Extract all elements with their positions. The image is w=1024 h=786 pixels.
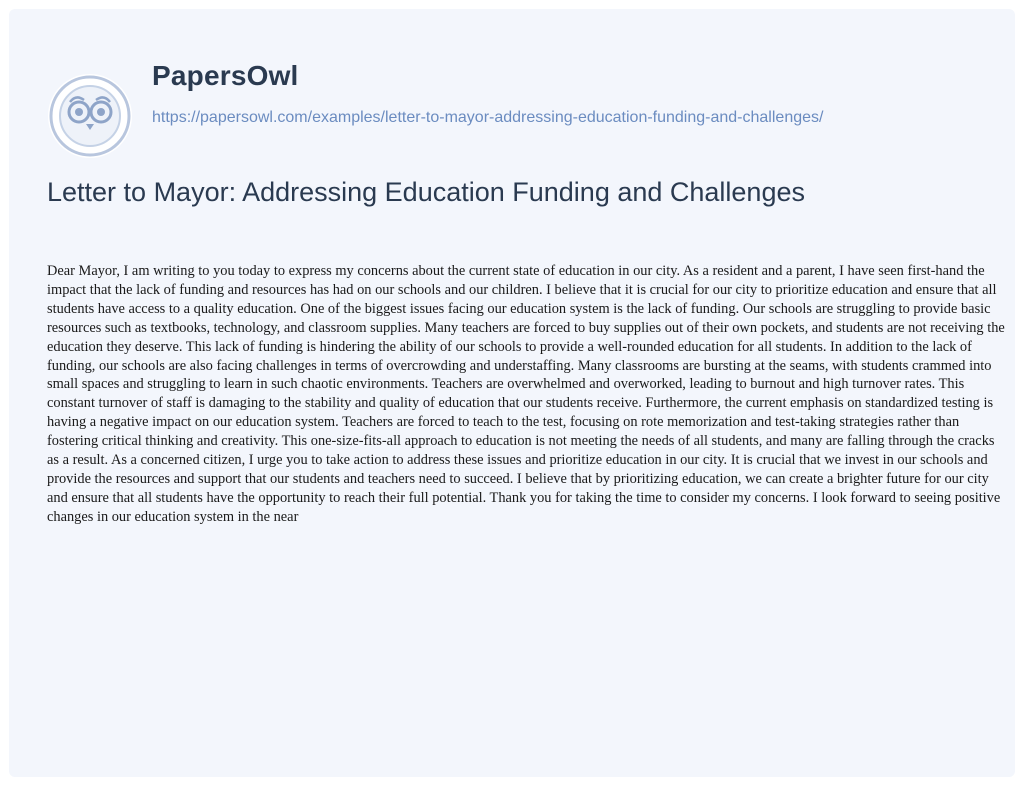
- document-title: Letter to Mayor: Addressing Education Funding and Challenges: [47, 177, 805, 207]
- brand-name: PapersOwl: [152, 60, 299, 91]
- source-url-link[interactable]: https://papersowl.com/examples/letter-to-mayor-addressing-education-funding-and-challenges/: [152, 109, 824, 126]
- owl-logo-icon: [46, 72, 134, 160]
- document-body: Dear Mayor, I am writing to you today to express my concerns about the current state of education in our city. As a resident and a parent, I have seen first-hand the impact that the lack of funding and resources has had on our schools and our children. I believe that it is crucial for our city to prioritize education and ensure that all students have access to a quality education. One of the biggest issues facing our education system is the lack of funding. Our schools are struggling to provide basic resources such as textbooks, technology, and classroom supplies. Many teachers are forced to buy supplies out of their own pockets, and students are not receiving the education they deserve. This lack of funding is hindering the ability of our schools to provide a well-rounded education for all students. In addition to the lack of funding, our schools are also facing challenges in terms of overcrowding and understaffing. Many classrooms are bursting at the seams, with students crammed into small spaces and struggling to learn in such chaotic environments. Teachers are overwhelmed and overworked, leading to burnout and high turnover rates. This constant turnover of staff is damaging to the stability and quality of education that our students receive. Furthermore, the current emphasis on standardized testing is having a negative impact on our education system. Teachers are forced to teach to the test, focusing on rote memorization and test-taking strategies rather than fostering critical thinking and creativity. This one-size-fits-all approach to education is not meeting the needs of all students, and many are falling through the cracks as a result. As a concerned citizen, I urge you to take action to address these issues and prioritize education in our city. It is crucial that we invest in our schools and provide the resources and support that our students and teachers need to succeed. I believe that by prioritizing education, we can create a brighter future for our city and ensure that all students have the opportunity to reach their full potential. Thank you for taking the time to consider my concerns. I look forward to seeing positive changes in our education system in the near: [47, 263, 1005, 525]
